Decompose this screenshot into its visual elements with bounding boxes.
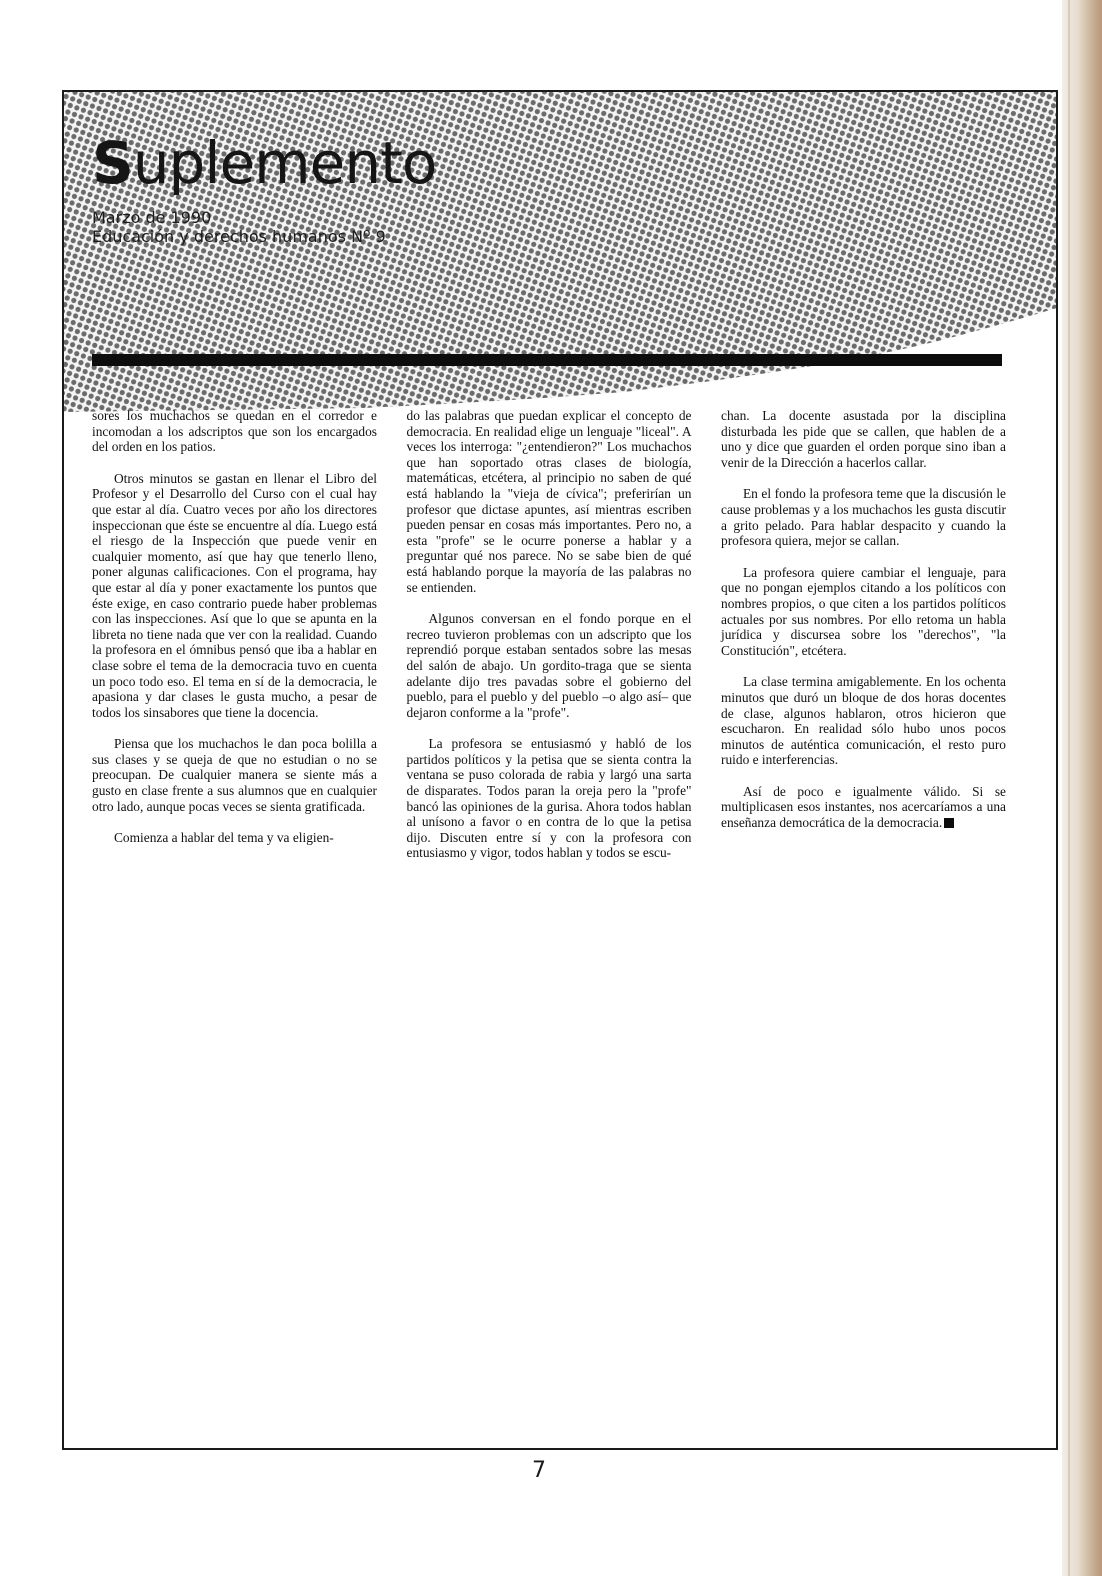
paragraph: do las palabras que puedan explicar el concepto de democracia. En realidad elige un lenguaje "liceal". A veces los interroga: "¿entendieron?" Los muchachos que han soportado otras clases de biología, matemáticas, etcétera, al principio no saben de qué está hablando la "vieja de cívica"; preferirían un profesor que dictase apuntes, así mientras escriben pueden pensar en cosas más importantes. Pero no, a esta "profe" se le ocurre ponerse a hablar y a preguntar qué nos parece. No se sabe bien de qué está hablando porque la mayoría de las palabras no se entienden. [406, 408, 692, 595]
paragraph: La profesora quiere cambiar el lenguaje, para que no pongan ejemplos citando a los políticos con nombres propios, o que citen a los partidos políticos actuales por sus nombres. Por ello retoma un habla jurídica y discursea sobre los "derechos", "la Constitución", etcétera. [721, 564, 1006, 658]
column-3 [721, 408, 1006, 877]
final-paragraph-text: Así de poco e igualmente válido. Si se multiplicasen esos instantes, nos acercaríamos a una enseñanza democrática de la democracia. [721, 783, 1006, 831]
scanned-page-edge [1062, 0, 1102, 1576]
header-rule [92, 354, 1002, 366]
page-frame [62, 90, 1058, 1450]
paragraph: chan. La docente asustada por la disciplina disturbada les pide que se callen, que hablen de a uno y dice que guarden el orden porque sino iban a venir de la Dirección a hacerlos callar. [721, 408, 1006, 470]
issue-line: Educación y derechos humanos Nº 9 [92, 227, 386, 246]
final-paragraph [721, 784, 1006, 831]
page-number: 7 [532, 1458, 546, 1483]
supplement-header [64, 92, 1056, 412]
article-columns [92, 408, 1006, 877]
column-1 [92, 408, 377, 877]
paragraph: Otros minutos se gastan en llenar el Libro del Profesor y el Desarrollo del Curso con el cual hay que estar al día. Cuatro veces por año los directores inspeccionan que éste se encuentre al día. Luego está el riesgo de la Inspección que puede venir en cualquier momento, así que hay que tenerlo lleno, poner algunas calificaciones. Con el programa, hay que estar al día y poner exactamente los puntos que éste exige, en caso contrario puede haber problemas con las inspecciones. Así que lo que se apunta en la libreta no tiene nada que ver con la realidad. Cuando la profesora en el ómnibus pensó que iba a hablar en clase sobre el tema de la democracia tuvo en cuenta un poco todo eso. El tema en sí de la democracia, le apasiona y dar clases le gusta mucho, a pesar de todos los sinsabores que tiene la docencia. [92, 470, 377, 720]
paragraph: Piensa que los muchachos le dan poca bolilla a sus clases y se queja de que no estudian o no se preocupan. De cualquier manera se siente más a gusto en clase frente a sus alumnos que en cualquier otro lado, aunque pocas veces se sienta gratificada. [92, 736, 377, 814]
issue-date: Marzo de 1990 [92, 208, 212, 227]
paragraph: sores los muchachos se quedan en el corredor e incomodan a los adscriptos que son los encargados del orden en los patios. [92, 408, 377, 455]
paragraph: En el fondo la profesora teme que la discusión le cause problemas y a los muchachos les gusta discutir a grito pelado. Para hablar despacito y cuando la profesora quiera, mejor se callan. [721, 486, 1006, 549]
paragraph: La profesora se entusiasmó y habló de los partidos políticos y la petisa que se sienta contra la ventana se puso colorada de rabia y largó una sarta de disparates. Todos paran la oreja pero la "profe" bancó las opiniones de la gurisa. Ahora todos hablan al unísono a favor o en contra de lo que la petisa dijo. Discuten entre sí y con la profesora con entusiasmo y vigor, todos hablan y todos se escu- [406, 736, 692, 861]
supplement-title [92, 129, 437, 197]
column-2 [407, 408, 692, 877]
paragraph: La clase termina amigablemente. En los ochenta minutos que duró un bloque de dos horas docentes de clase, algunos hablaron, otros hicieron que escucharon. En realidad sólo hubo unos pocos minutos de auténtica comunicación, el resto puro ruido e interferencias. [721, 674, 1006, 768]
end-mark-icon [944, 818, 954, 828]
title-rest: uplemento [132, 129, 437, 197]
paragraph: Algunos conversan en el fondo porque en el recreo tuvieron problemas con un adscripto que los reprendió porque estaban sentados sobre las mesas del salón de abajo. Un gordito-traga que se sienta adelante dijo tres pavadas sobre el gobierno del pueblo, para el pueblo y del pueblo –o algo así– que dejaron conforme a la "profe". [406, 611, 692, 720]
paragraph: Comienza a hablar del tema y va eligien- [114, 830, 334, 846]
title-initial: S [92, 129, 133, 197]
